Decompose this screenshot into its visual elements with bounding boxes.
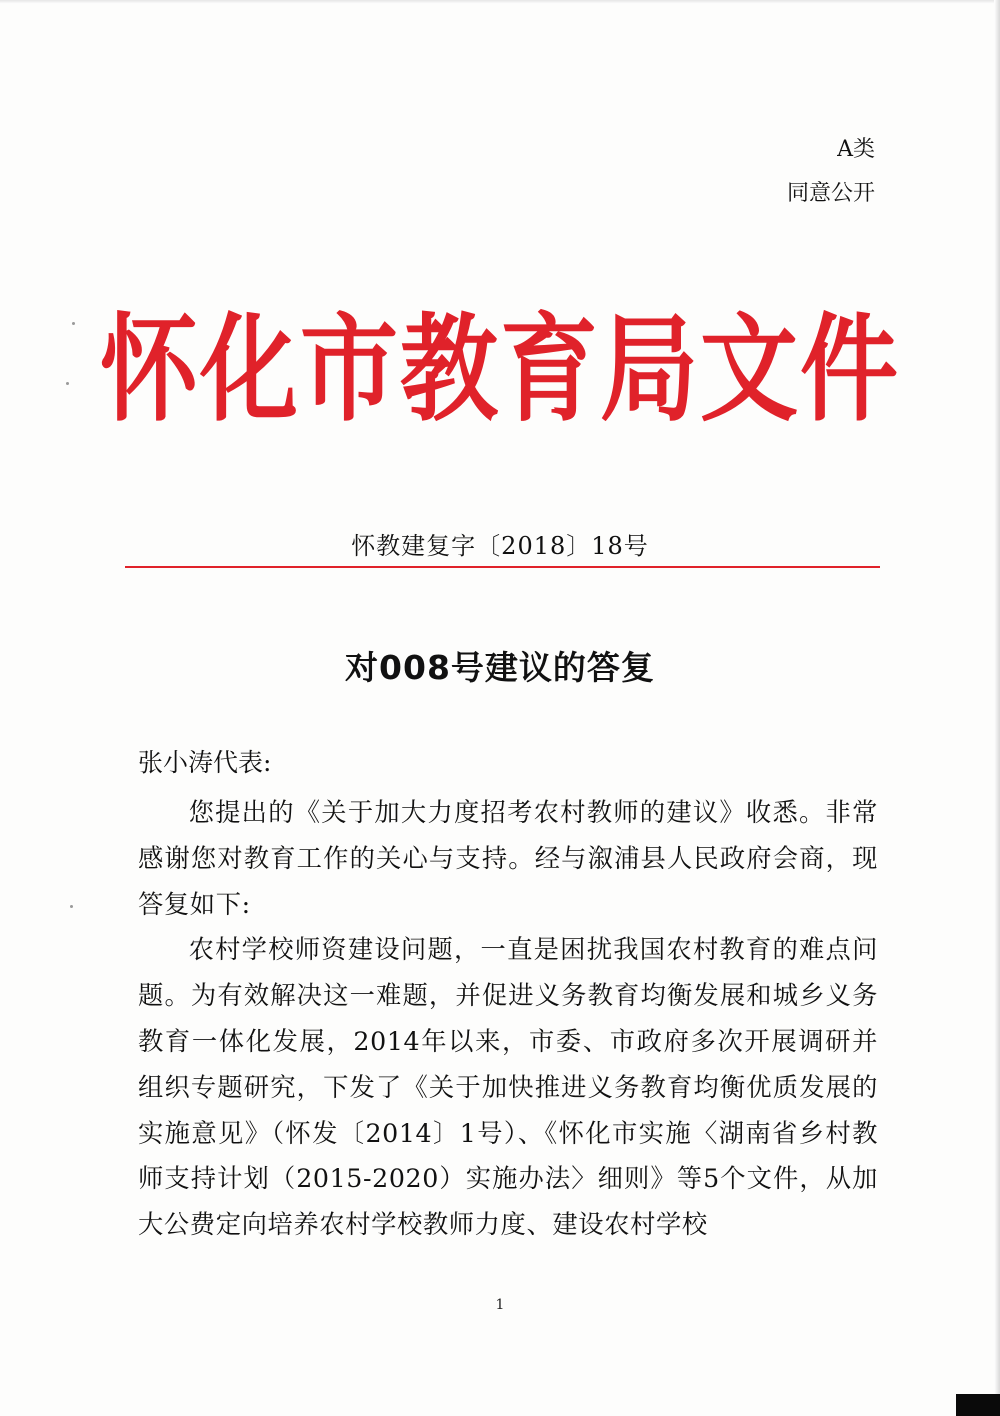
classification-block	[787, 128, 875, 216]
page-number: 1	[495, 1297, 505, 1313]
red-divider-rule	[125, 566, 880, 568]
scan-speck	[70, 905, 73, 908]
document-number: 怀教建复字〔2018〕18号	[351, 532, 649, 560]
body-paragraph: 您提出的《关于加大力度招考农村教师的建议》收悉。非常感谢您对教育工作的关心与支持。经与溆浦县人民政府会商，现答复如下:	[138, 798, 878, 919]
document-masthead: 怀化市教育局文件	[99, 303, 900, 439]
category-label: A类	[837, 137, 875, 162]
document-title: 对008号建议的答复	[345, 648, 655, 687]
disclosure-label: 同意公开	[786, 181, 875, 206]
scan-edge-right	[994, 0, 1000, 1416]
body-paragraph: 农村学校师资建设问题，一直是困扰我国农村教育的难点问题。为有效解决这一难题，并促进义务教育均衡发展和城乡义务教育一体化发展，2014年以来，市委、市政府多次开展调研并组织专题研究，下发了《关于加快推进义务教育均衡优质发展的实施意见》（怀发〔2014〕1号）、《怀化市实施〈湖南省乡村教师支持计划（2015-2020）实施办法〉细则》等5个文件，从加大公费定向培养农村学校教师力度、建设农村学校	[138, 935, 878, 1240]
scan-edge-top	[0, 0, 1000, 4]
scan-corner-mark	[956, 1394, 1000, 1416]
body-text	[138, 790, 878, 1248]
salutation: 张小涛代表:	[138, 748, 272, 777]
